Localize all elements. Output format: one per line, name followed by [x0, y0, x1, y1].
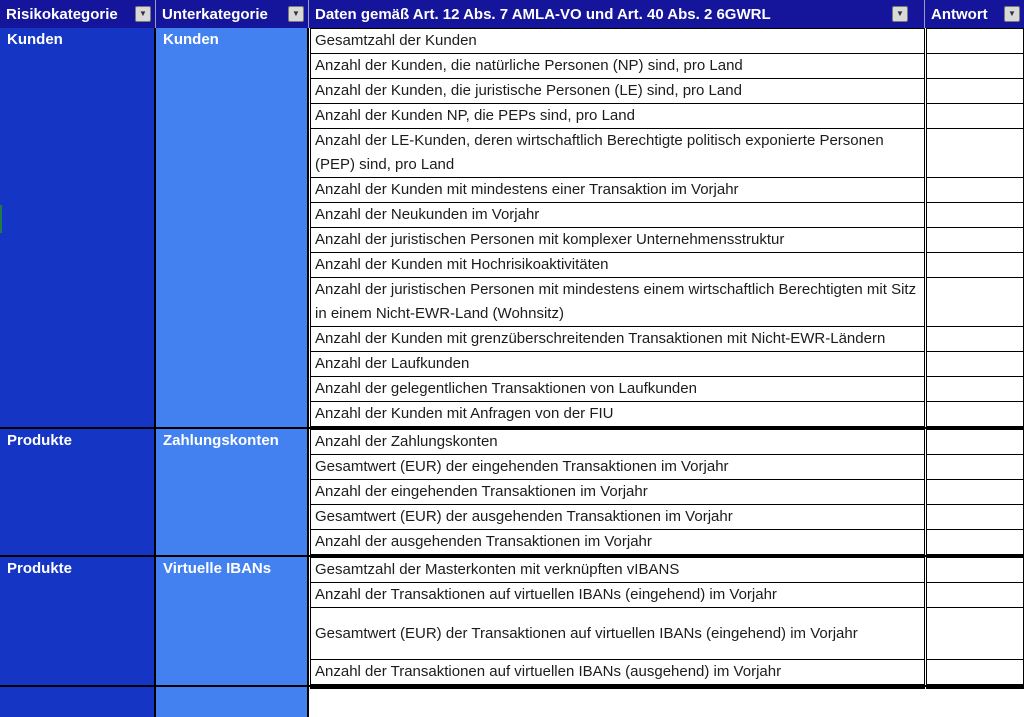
table-row: [310, 557, 1024, 583]
subcategory-cell[interactable]: [156, 429, 309, 555]
table-row: [310, 28, 1024, 54]
column-header-label: Risikokategorie: [6, 5, 118, 23]
column-header-antwort[interactable]: [925, 0, 1024, 28]
answer-cell[interactable]: [926, 227, 1024, 253]
column-header-unterkategorie[interactable]: [156, 0, 309, 28]
data-item-cell[interactable]: [310, 529, 925, 555]
answer-cell[interactable]: [926, 607, 1024, 660]
answer-cell[interactable]: [926, 429, 1024, 455]
data-item-text: Anzahl der gelegentlichen Transaktionen von Laufkunden: [315, 380, 697, 397]
data-item-text: Anzahl der LE-Kunden, deren wirtschaftlich Berechtigte politisch exponierte Personen (PEP) sind, pro Land: [315, 132, 884, 173]
table-row: [310, 659, 1024, 685]
rows-group: [309, 28, 1024, 427]
table-row: [310, 401, 1024, 427]
data-item-text: Anzahl der Kunden, die juristische Personen (LE) sind, pro Land: [315, 82, 742, 99]
chevron-down-icon: ▼: [1008, 9, 1016, 18]
answer-cell[interactable]: [926, 529, 1024, 555]
data-item-cell[interactable]: [310, 659, 925, 685]
data-item-text: Anzahl der Kunden NP, die PEPs sind, pro Land: [315, 107, 635, 124]
data-item-cell[interactable]: [310, 28, 925, 54]
column-header-label: Antwort: [931, 5, 988, 23]
data-item-cell[interactable]: [310, 479, 925, 505]
category-cell[interactable]: [0, 687, 156, 717]
filter-button-risikokategorie[interactable]: [135, 6, 151, 22]
data-item-text: Gesamtwert (EUR) der ausgehenden Transaktionen im Vorjahr: [315, 508, 733, 525]
table-row: [310, 454, 1024, 480]
data-item-cell[interactable]: [310, 454, 925, 480]
data-item-text: Anzahl der juristischen Personen mit komplexer Unternehmensstruktur: [315, 231, 785, 248]
table-row: [310, 582, 1024, 608]
table-row: [310, 351, 1024, 377]
subcategory-label: Virtuelle IBANs: [163, 560, 272, 577]
table-row: [310, 479, 1024, 505]
section-kunden: [0, 28, 1024, 429]
table-row: [310, 103, 1024, 129]
data-item-cell[interactable]: [310, 277, 925, 327]
data-item-text: Anzahl der Kunden mit Anfragen von der FIU: [315, 405, 614, 422]
subcategory-cell[interactable]: [156, 28, 309, 427]
column-header-label: Unterkategorie: [162, 5, 268, 23]
data-item-text: Anzahl der Kunden mit mindestens einer Transaktion im Vorjahr: [315, 181, 739, 198]
category-cell[interactable]: [0, 28, 156, 427]
table-row: [310, 607, 1024, 660]
answer-cell[interactable]: [926, 351, 1024, 377]
partial-next-section: [0, 687, 1024, 717]
answer-cell[interactable]: [926, 557, 1024, 583]
answer-cell[interactable]: [926, 659, 1024, 685]
table-row: [310, 128, 1024, 178]
answer-cell[interactable]: [926, 53, 1024, 79]
data-item-text: Anzahl der Transaktionen auf virtuellen IBANs (eingehend) im Vorjahr: [315, 586, 777, 603]
table-row: [310, 504, 1024, 530]
data-item-text: Anzahl der Laufkunden: [315, 355, 470, 372]
answer-cell[interactable]: [926, 277, 1024, 327]
answer-cell[interactable]: [926, 103, 1024, 129]
data-item-text: Anzahl der ausgehenden Transaktionen im Vorjahr: [315, 533, 652, 550]
answer-cell[interactable]: [926, 326, 1024, 352]
answer-cell[interactable]: [926, 401, 1024, 427]
section-virtuelle-ibans: [0, 557, 1024, 687]
answer-cell[interactable]: [926, 454, 1024, 480]
data-item-cell[interactable]: [310, 351, 925, 377]
data-item-text: Anzahl der Kunden mit grenzüberschreitenden Transaktionen mit Nicht-EWR-Ländern: [315, 330, 886, 347]
data-item-cell[interactable]: [310, 504, 925, 530]
data-item-text: Anzahl der Neukunden im Vorjahr: [315, 206, 540, 223]
data-item-cell[interactable]: [310, 227, 925, 253]
data-item-text: Gesamtzahl der Masterkonten mit verknüpften vIBANS: [315, 561, 680, 578]
chevron-down-icon: ▼: [139, 9, 147, 18]
filter-button-unterkategorie[interactable]: [288, 6, 304, 22]
table-header-row: [0, 0, 1024, 28]
data-item-cell[interactable]: [310, 78, 925, 104]
table-body: [0, 28, 1024, 687]
data-item-cell[interactable]: [310, 177, 925, 203]
category-cell[interactable]: [0, 429, 156, 555]
chevron-down-icon: ▼: [896, 9, 904, 18]
subcategory-cell[interactable]: [156, 687, 309, 717]
data-item-cell[interactable]: [310, 376, 925, 402]
data-item-text: Gesamtwert (EUR) der Transaktionen auf virtuellen IBANs (eingehend) im Vorjahr: [315, 624, 858, 642]
category-label: Kunden: [7, 31, 63, 48]
answer-cell[interactable]: [926, 687, 1024, 689]
column-header-daten[interactable]: [309, 0, 925, 28]
rows-group: [309, 687, 1024, 717]
answer-cell[interactable]: [926, 202, 1024, 228]
data-item-cell[interactable]: [310, 687, 925, 689]
data-item-cell[interactable]: [310, 429, 925, 455]
data-item-cell[interactable]: [310, 53, 925, 79]
subcategory-label: Kunden: [163, 31, 219, 48]
table-row: [310, 202, 1024, 228]
data-item-cell[interactable]: [310, 103, 925, 129]
data-item-text: Anzahl der Kunden mit Hochrisikoaktivitäten: [315, 256, 609, 273]
table-row: [310, 429, 1024, 455]
rows-group: [309, 429, 1024, 555]
chevron-down-icon: ▼: [292, 9, 300, 18]
table-row: [310, 326, 1024, 352]
answer-cell[interactable]: [926, 582, 1024, 608]
answer-cell[interactable]: [926, 252, 1024, 278]
table-row: [310, 53, 1024, 79]
subcategory-label: Zahlungskonten: [163, 432, 279, 449]
sheet-edge-accent: [0, 205, 2, 233]
section-zahlungskonten: [0, 429, 1024, 557]
answer-cell[interactable]: [926, 479, 1024, 505]
rows-group: [309, 557, 1024, 685]
data-item-cell[interactable]: [310, 582, 925, 608]
data-item-cell[interactable]: [310, 326, 925, 352]
filter-button-antwort[interactable]: [1004, 6, 1020, 22]
answer-cell[interactable]: [926, 128, 1024, 178]
answer-cell[interactable]: [926, 376, 1024, 402]
table-row: [310, 687, 1024, 689]
column-header-risikokategorie[interactable]: [0, 0, 156, 28]
table-row: [310, 78, 1024, 104]
answer-cell[interactable]: [926, 28, 1024, 54]
table-row: [310, 277, 1024, 327]
data-item-text: Gesamtzahl der Kunden: [315, 32, 477, 49]
table-row: [310, 376, 1024, 402]
data-item-cell[interactable]: [310, 128, 925, 178]
table-row: [310, 177, 1024, 203]
data-item-cell[interactable]: [310, 401, 925, 427]
data-item-text: Anzahl der eingehenden Transaktionen im Vorjahr: [315, 483, 648, 500]
data-item-text: Anzahl der Transaktionen auf virtuellen IBANs (ausgehend) im Vorjahr: [315, 663, 782, 680]
data-item-text: Anzahl der Kunden, die natürliche Personen (NP) sind, pro Land: [315, 57, 743, 74]
data-item-text: Gesamtwert (EUR) der eingehenden Transaktionen im Vorjahr: [315, 458, 729, 475]
category-cell[interactable]: [0, 557, 156, 685]
table-row: [310, 529, 1024, 555]
data-item-cell[interactable]: [310, 607, 925, 660]
answer-cell[interactable]: [926, 78, 1024, 104]
data-item-cell[interactable]: [310, 252, 925, 278]
data-item-text: Anzahl der Zahlungskonten: [315, 433, 498, 450]
filter-button-daten[interactable]: [892, 6, 908, 22]
data-item-cell[interactable]: [310, 557, 925, 583]
data-item-cell[interactable]: [310, 202, 925, 228]
answer-cell[interactable]: [926, 177, 1024, 203]
subcategory-cell[interactable]: [156, 557, 309, 685]
data-item-text: Anzahl der juristischen Personen mit mindestens einem wirtschaftlich Berechtigten mit Sitz in einem Nicht-EWR-Land (Wohnsitz): [315, 281, 917, 322]
table-row: [310, 227, 1024, 253]
table-row: [310, 252, 1024, 278]
category-label: Produkte: [7, 560, 73, 577]
category-label: Produkte: [7, 432, 73, 449]
answer-cell[interactable]: [926, 504, 1024, 530]
column-header-label: Daten gemäß Art. 12 Abs. 7 AMLA-VO und Art. 40 Abs. 2 6GWRL: [315, 5, 771, 23]
